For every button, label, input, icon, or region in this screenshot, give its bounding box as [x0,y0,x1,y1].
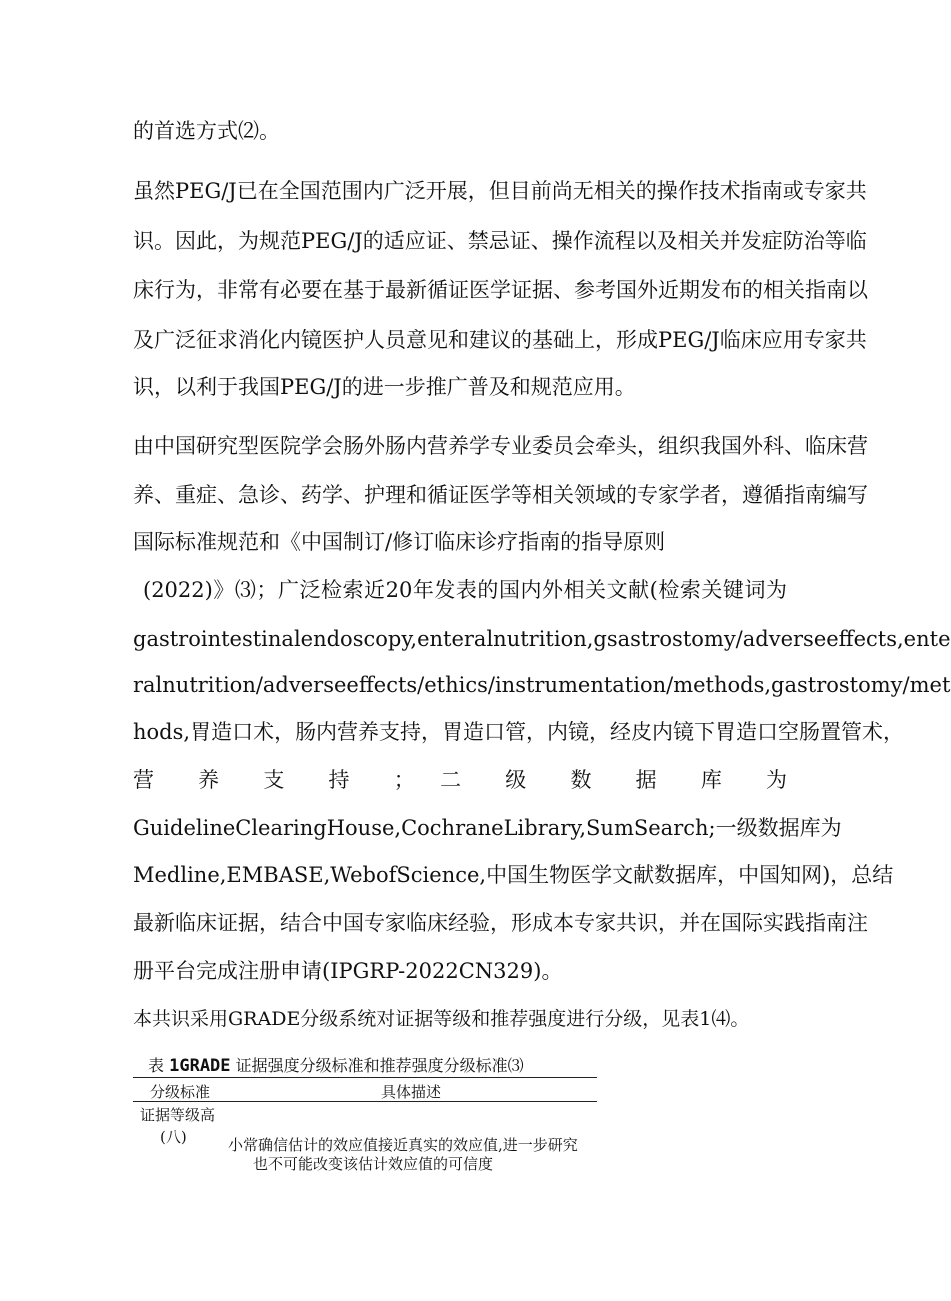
paragraph-line: 养、重症、急诊、药学、护理和循证医学等相关领域的专家学者，遵循指南编写 [133,483,868,507]
table-row-description: 也不可能改变该估计效应值的可信度 [253,1155,494,1173]
paragraph-line: 册平台完成注册申请(IPGRP-2022CN329)。 [133,959,563,983]
table-caption-number: 1GRADE [169,1056,231,1076]
table-header-rule [133,1101,597,1102]
table-row-description: 小常确信估计的效应值接近真实的效应值,进一步研究 [228,1136,578,1154]
table-header-description: 具体描述 [381,1083,442,1101]
paragraph-line: 识。因此，为规范PEG/J的适应证、禁忌证、操作流程以及相关并发症防治等临 [133,229,867,253]
paragraph-line: ralnutrition/adverseeffects/ethics/instrumentation/methods,gastrostomy/met [133,673,951,697]
paragraph-line: 最新临床证据，结合中国专家临床经验，形成本专家共识，并在国际实践指南注 [133,911,868,935]
paragraph-line: 国际标准规范和《中国制订/修订临床诊疗指南的指导原则 [133,530,666,554]
table-row-label: 证据等级高 [140,1106,216,1124]
table-caption-prefix: 表 [148,1056,165,1075]
paragraph-line: 识，以利于我国PEG/J的进一步推广普及和规范应用。 [133,375,636,399]
paragraph-line: 本共识采用GRADE分级系统对证据等级和推荐强度进行分级，见表1⑷。 [133,1008,750,1030]
paragraph-line: 床行为，非常有必要在基于最新循证医学证据、参考国外近期发布的相关指南以 [133,278,868,302]
paragraph-line: GuidelineClearingHouse,CochraneLibrary,SumSearch;一级数据库为 [133,816,842,840]
paragraph-line: 的首选方式⑵。 [133,119,280,143]
table-caption-text: 证据强度分级标准和推荐强度分级标准⑶ [235,1056,524,1075]
paragraph-line: hods,胃造口术，肠内营养支持，胃造口管，内镜，经皮内镜下胃造口空肠置管术， [133,720,905,744]
table-header-grade: 分级标准 [150,1083,211,1101]
table-row-sublabel: (八) [160,1128,187,1146]
paragraph-line: gastrointestinalendoscopy,enteralnutrition,gsastrostomy/adverseeffects,ente [133,627,951,651]
paragraph-line: 虽然PEG/J已在全国范围内广泛开展，但目前尚无相关的操作技术指南或专家共 [133,179,867,203]
paragraph-line: (2022)》⑶；广泛检索近20年发表的国内外相关文献(检索关键词为 [143,578,787,602]
paragraph-line: 由中国研究型医院学会肠外肠内营养学专业委员会牵头，组织我国外科、临床营 [133,434,868,458]
paragraph-line: 营 养 支 持 ； 二 级 数 据 库 为 [133,768,787,792]
paragraph-line: Medline,EMBASE,WebofScience,中国生物医学文献数据库，中国知网)，总结 [133,863,894,887]
table-caption [148,1053,524,1076]
table-top-rule [133,1077,597,1078]
paragraph-line: 及广泛征求消化内镜医护人员意见和建议的基础上，形成PEG/J临床应用专家共 [133,328,867,352]
